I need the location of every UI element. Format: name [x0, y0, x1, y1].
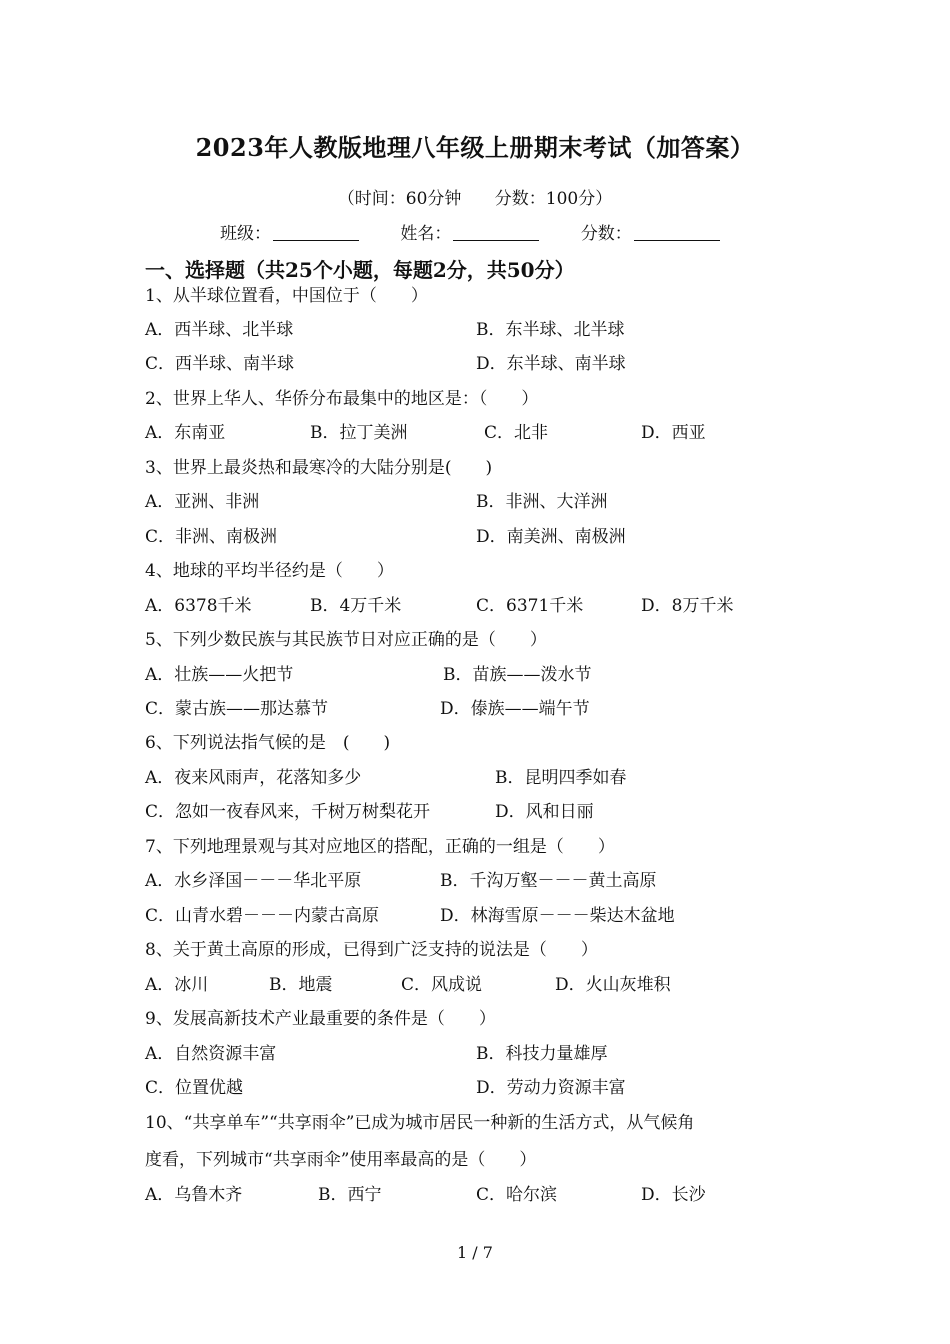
- option: C．非洲、南极洲: [145, 527, 278, 547]
- option: A．壮族——火把节: [145, 665, 294, 685]
- option: C．6371千米: [476, 596, 584, 616]
- score-blank: [634, 224, 720, 241]
- score-label: 分数：: [580, 224, 632, 244]
- question-text: 9、发展高新技术产业最重要的条件是（ ）: [145, 1009, 496, 1029]
- name-label: 姓名：: [400, 224, 452, 244]
- option: B．昆明四季如春: [495, 768, 627, 788]
- score-field: [581, 219, 720, 244]
- option: B．西宁: [318, 1185, 382, 1205]
- question-text-continued: 度看，下列城市“共享雨伞”使用率最高的是（ ）: [145, 1150, 537, 1170]
- class-field: [220, 219, 359, 244]
- student-fields: [220, 219, 756, 244]
- question-text: 4、地球的平均半径约是（ ）: [145, 561, 394, 581]
- option: B．千沟万壑－－－黄土高原: [440, 871, 657, 891]
- option: A．西半球、北半球: [145, 320, 294, 340]
- question-text: 2、世界上华人、华侨分布最集中的地区是：（ ）: [145, 389, 539, 409]
- option: D．8万千米: [641, 596, 734, 616]
- score-info: 分数：100分）: [494, 189, 613, 209]
- option: C．西半球、南半球: [145, 354, 295, 374]
- time-info: （时间：60分钟: [337, 189, 462, 209]
- page-number: 1 / 7: [457, 1243, 493, 1262]
- option: C．哈尔滨: [476, 1185, 558, 1205]
- option: B．拉丁美洲: [310, 423, 408, 443]
- class-blank: [273, 224, 359, 241]
- exam-info: [0, 184, 950, 209]
- question-text: 8、关于黄土高原的形成，已得到广泛支持的说法是（ ）: [145, 940, 598, 960]
- question-text: 3、世界上最炎热和最寒冷的大陆分别是( ): [145, 458, 493, 478]
- question-text: 7、下列地理景观与其对应地区的搭配，正确的一组是（ ）: [145, 837, 615, 857]
- name-field: [400, 219, 539, 244]
- question-text: 5、下列少数民族与其民族节日对应正确的是（ ）: [145, 630, 547, 650]
- option: D．南美洲、南极洲: [476, 527, 626, 547]
- option: D．劳动力资源丰富: [476, 1078, 626, 1098]
- option: A．东南亚: [145, 423, 226, 443]
- option: D．火山灰堆积: [555, 975, 671, 995]
- option: C．山青水碧－－－内蒙古高原: [145, 906, 380, 926]
- option: D．西亚: [641, 423, 706, 443]
- option: A．冰川: [145, 975, 209, 995]
- class-label: 班级：: [220, 224, 271, 244]
- option: A．6378千米: [145, 596, 252, 616]
- option: A．水乡泽国－－－华北平原: [145, 871, 362, 891]
- option: B．非洲、大洋洲: [476, 492, 608, 512]
- option: D．傣族——端午节: [440, 699, 590, 719]
- option: D．东半球、南半球: [476, 354, 626, 374]
- question-text: 1、从半球位置看，中国位于（ ）: [145, 286, 428, 306]
- option: D．林海雪原－－－柴达木盆地: [440, 906, 675, 926]
- option: A．夜来风雨声，花落知多少: [145, 768, 362, 788]
- option: A．自然资源丰富: [145, 1044, 277, 1064]
- section-heading: 一、选择题（共25个小题，每题2分，共50分）: [145, 258, 575, 282]
- option: C．位置优越: [145, 1078, 244, 1098]
- option: C．风成说: [401, 975, 483, 995]
- option: C．蒙古族——那达慕节: [145, 699, 329, 719]
- option: D．长沙: [641, 1185, 706, 1205]
- option: B．科技力量雄厚: [476, 1044, 608, 1064]
- option: C．北非: [484, 423, 549, 443]
- option: B．4万千米: [310, 596, 402, 616]
- option: B．地震: [269, 975, 333, 995]
- name-blank: [453, 224, 539, 241]
- option: B．东半球、北半球: [476, 320, 625, 340]
- option: A．亚洲、非洲: [145, 492, 260, 512]
- option: C．忽如一夜春风来，千树万树梨花开: [145, 802, 431, 822]
- question-text: 10、“共享单车”“共享雨伞”已成为城市居民一种新的生活方式，从气候角: [145, 1113, 695, 1133]
- question-text: 6、下列说法指气候的是 ( ): [145, 733, 391, 753]
- exam-title: 2023年人教版地理八年级上册期末考试（加答案）: [195, 133, 755, 162]
- option: D．风和日丽: [495, 802, 594, 822]
- option: B．苗族——泼水节: [443, 665, 592, 685]
- option: A．乌鲁木齐: [145, 1185, 243, 1205]
